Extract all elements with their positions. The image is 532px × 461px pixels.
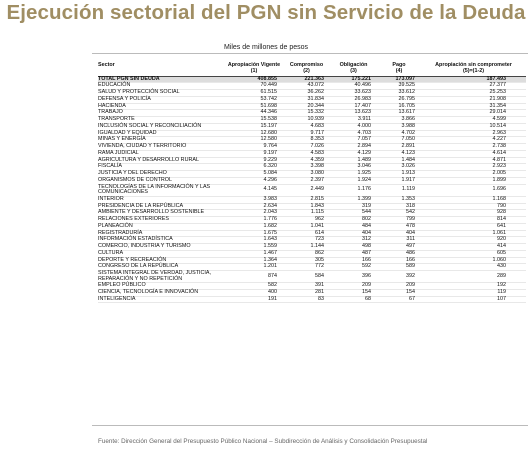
cell-value: 605 <box>421 250 526 257</box>
cell-value: 2.449 <box>283 184 330 196</box>
cell-value: 2.894 <box>330 144 377 151</box>
cell-value: 928 <box>421 210 526 217</box>
cell-value: 1.119 <box>377 184 421 196</box>
cell-value: 1.168 <box>421 196 526 203</box>
cell-value: 430 <box>421 264 526 271</box>
cell-value: 53.742 <box>225 96 283 103</box>
cell-value: 1.467 <box>225 250 283 257</box>
cell-value: 1.924 <box>330 177 377 184</box>
cell-value: 920 <box>421 237 526 244</box>
top-divider <box>92 53 528 54</box>
table-row <box>98 289 526 296</box>
cell-value: 799 <box>377 217 421 224</box>
header-apropiacion: Apropiación Vigente (1) <box>225 62 283 76</box>
cell-sector: INTELIGENCIA <box>98 296 225 303</box>
cell-value: 3.026 <box>377 164 421 171</box>
cell-value: 39.525 <box>377 83 421 90</box>
cell-value: 318 <box>377 203 421 210</box>
execution-table <box>98 62 526 303</box>
cell-value: 3.046 <box>330 164 377 171</box>
cell-value: 392 <box>377 271 421 283</box>
cell-value: 1.682 <box>225 223 283 230</box>
cell-value: 4.227 <box>421 137 526 144</box>
cell-value: 21.908 <box>421 96 526 103</box>
table-row <box>98 296 526 303</box>
cell-sector: TRABAJO <box>98 110 225 117</box>
cell-value: 16.705 <box>377 103 421 110</box>
cell-value: 4.123 <box>377 150 421 157</box>
cell-value: 209 <box>377 283 421 290</box>
cell-value: 4.614 <box>421 150 526 157</box>
cell-sector: SALUD Y PROTECCIÓN SOCIAL <box>98 90 225 97</box>
cell-value: 119 <box>421 289 526 296</box>
cell-value: 2.043 <box>225 210 283 217</box>
cell-sector: REGISTRADURÍA <box>98 230 225 237</box>
cell-value: 40.496 <box>330 83 377 90</box>
cell-sector: AGRICULTURA Y DESARROLLO RURAL <box>98 157 225 164</box>
cell-value: 1.559 <box>225 244 283 251</box>
cell-value: 874 <box>225 271 283 283</box>
cell-value: 1.696 <box>421 184 526 196</box>
cell-value: 15.197 <box>225 123 283 130</box>
cell-value: 408.855 <box>225 76 283 83</box>
table-row <box>98 271 526 283</box>
cell-value: 43.072 <box>283 83 330 90</box>
cell-value: 33.623 <box>330 90 377 97</box>
cell-value: 641 <box>421 223 526 230</box>
cell-value: 4.129 <box>330 150 377 157</box>
cell-value: 2.815 <box>283 196 330 203</box>
cell-value: 61.515 <box>225 90 283 97</box>
cell-value: 1.364 <box>225 257 283 264</box>
cell-value: 281 <box>283 289 330 296</box>
cell-value: 4.583 <box>283 150 330 157</box>
cell-value: 33.612 <box>377 90 421 97</box>
cell-value: 9.764 <box>225 144 283 151</box>
cell-value: 67 <box>377 296 421 303</box>
cell-value: 3.983 <box>225 196 283 203</box>
cell-sector: CONGRESO DE LA REPÚBLICA <box>98 264 225 271</box>
cell-sector: HACIENDA <box>98 103 225 110</box>
cell-value: 400 <box>225 289 283 296</box>
cell-value: 26.983 <box>330 96 377 103</box>
cell-value: 1.353 <box>377 196 421 203</box>
cell-value: 487 <box>330 250 377 257</box>
cell-value: 4.703 <box>330 130 377 137</box>
header-pago: Pago (4) <box>377 62 421 76</box>
cell-value: 404 <box>330 230 377 237</box>
cell-value: 962 <box>283 217 330 224</box>
cell-value: 154 <box>330 289 377 296</box>
header-sin-comprometer: Apropiación sin comprometer (5)=(1-2) <box>421 62 526 76</box>
cell-value: 173.097 <box>377 76 421 83</box>
cell-sector: PLANEACIÓN <box>98 223 225 230</box>
cell-value: 26.795 <box>377 96 421 103</box>
units-subtitle: Miles de millones de pesos <box>223 44 309 51</box>
cell-value: 83 <box>283 296 330 303</box>
cell-value: 723 <box>283 237 330 244</box>
cell-value: 13.617 <box>377 110 421 117</box>
cell-sector: COMERCIO, INDUSTRIA Y TURISMO <box>98 244 225 251</box>
cell-value: 1.115 <box>283 210 330 217</box>
cell-sector: JUSTICIA Y DEL DERECHO <box>98 171 225 178</box>
cell-value: 12.580 <box>225 137 283 144</box>
cell-value: 1.489 <box>330 157 377 164</box>
cell-value: 478 <box>377 223 421 230</box>
cell-value: 2.005 <box>421 171 526 178</box>
cell-value: 542 <box>377 210 421 217</box>
cell-value: 7.057 <box>330 137 377 144</box>
table-header-row <box>98 62 526 76</box>
cell-value: 29.014 <box>421 110 526 117</box>
cell-value: 484 <box>330 223 377 230</box>
cell-value: 175.221 <box>330 76 377 83</box>
cell-value: 1.041 <box>283 223 330 230</box>
cell-value: 1.643 <box>225 237 283 244</box>
cell-value: 1.776 <box>225 217 283 224</box>
cell-value: 25.253 <box>421 90 526 97</box>
cell-sector: DEPORTE Y RECREACIÓN <box>98 257 225 264</box>
cell-value: 31.354 <box>421 103 526 110</box>
cell-value: 13.623 <box>330 110 377 117</box>
cell-value: 1.913 <box>377 171 421 178</box>
cell-value: 2.738 <box>421 144 526 151</box>
cell-value: 3.911 <box>330 117 377 124</box>
cell-value: 584 <box>283 271 330 283</box>
cell-value: 1.060 <box>421 257 526 264</box>
cell-value: 4.145 <box>225 184 283 196</box>
cell-value: 2.634 <box>225 203 283 210</box>
cell-sector: VIVIENDA, CIUDAD Y TERRITORIO <box>98 144 225 151</box>
cell-value: 36.262 <box>283 90 330 97</box>
cell-value: 4.296 <box>225 177 283 184</box>
cell-value: 154 <box>377 289 421 296</box>
cell-value: 27.377 <box>421 83 526 90</box>
cell-value: 1.484 <box>377 157 421 164</box>
cell-value: 1.917 <box>377 177 421 184</box>
cell-value: 1.201 <box>225 264 283 271</box>
cell-value: 166 <box>377 257 421 264</box>
cell-value: 4.359 <box>283 157 330 164</box>
cell-sector: EDUCACIÓN <box>98 83 225 90</box>
cell-value: 2.923 <box>421 164 526 171</box>
cell-value: 312 <box>330 237 377 244</box>
cell-value: 582 <box>225 283 283 290</box>
cell-value: 3.398 <box>283 164 330 171</box>
cell-value: 9.197 <box>225 150 283 157</box>
cell-sector: EMPLEO PÚBLICO <box>98 283 225 290</box>
cell-value: 1.399 <box>330 196 377 203</box>
header-obligacion: Obligación (3) <box>330 62 377 76</box>
cell-value: 414 <box>421 244 526 251</box>
cell-value: 311 <box>377 237 421 244</box>
table-row <box>98 184 526 196</box>
cell-value: 8.353 <box>283 137 330 144</box>
cell-value: 70.449 <box>225 83 283 90</box>
cell-value: 68 <box>330 296 377 303</box>
header-compromiso: Compromiso (2) <box>283 62 330 76</box>
cell-value: 1.899 <box>421 177 526 184</box>
cell-value: 4.702 <box>377 130 421 137</box>
table-body <box>98 76 526 303</box>
cell-value: 1.176 <box>330 184 377 196</box>
table-row <box>98 223 526 230</box>
cell-sector: FISCALÍA <box>98 164 225 171</box>
cell-value: 497 <box>377 244 421 251</box>
cell-value: 1.925 <box>330 171 377 178</box>
cell-sector: TECNOLOGÍAS DE LA INFORMACIÓN Y LAS COMUNICACIONES <box>98 184 225 196</box>
cell-value: 2.397 <box>283 177 330 184</box>
bottom-divider <box>92 425 528 426</box>
cell-value: 17.407 <box>330 103 377 110</box>
cell-value: 1.843 <box>283 203 330 210</box>
cell-value: 592 <box>330 264 377 271</box>
cell-value: 44.346 <box>225 110 283 117</box>
cell-sector: RAMA JUDICIAL <box>98 150 225 157</box>
page-title: Ejecución sectorial del PGN sin Servicio de la Deuda <box>6 1 526 24</box>
cell-sector: DEFENSA Y POLICÍA <box>98 96 225 103</box>
cell-value: 589 <box>377 264 421 271</box>
cell-sector: CULTURA <box>98 250 225 257</box>
cell-value: 289 <box>421 271 526 283</box>
cell-value: 209 <box>330 283 377 290</box>
cell-value: 1.144 <box>283 244 330 251</box>
cell-value: 3.988 <box>377 123 421 130</box>
cell-value: 15.332 <box>283 110 330 117</box>
cell-value: 187.493 <box>421 76 526 83</box>
cell-sector: RELACIONES EXTERIORES <box>98 217 225 224</box>
cell-value: 31.834 <box>283 96 330 103</box>
cell-sector: PRESIDENCIA DE LA REPÚBLICA <box>98 203 225 210</box>
cell-value: 191 <box>225 296 283 303</box>
cell-value: 192 <box>421 283 526 290</box>
cell-value: 20.344 <box>283 103 330 110</box>
cell-sector: CIENCIA, TECNOLOGÍA E INNOVACIÓN <box>98 289 225 296</box>
cell-sector: INTERIOR <box>98 196 225 203</box>
cell-value: 4.000 <box>330 123 377 130</box>
cell-value: 1.061 <box>421 230 526 237</box>
cell-value: 319 <box>330 203 377 210</box>
cell-value: 9.229 <box>225 157 283 164</box>
cell-value: 614 <box>283 230 330 237</box>
cell-value: 9.717 <box>283 130 330 137</box>
cell-value: 221.363 <box>283 76 330 83</box>
cell-value: 802 <box>330 217 377 224</box>
cell-sector: ORGANISMOS DE CONTROL <box>98 177 225 184</box>
source-note: Fuente: Dirección General del Presupuesto Público Nacional – Subdirección de Análisis y Consolidación Presupuestal <box>98 438 428 445</box>
cell-value: 5.084 <box>225 171 283 178</box>
cell-value: 305 <box>283 257 330 264</box>
cell-value: 10.514 <box>421 123 526 130</box>
cell-value: 51.698 <box>225 103 283 110</box>
cell-value: 166 <box>330 257 377 264</box>
cell-value: 772 <box>283 264 330 271</box>
cell-value: 391 <box>283 283 330 290</box>
cell-sector: TRANSPORTE <box>98 117 225 124</box>
cell-value: 404 <box>377 230 421 237</box>
cell-value: 790 <box>421 203 526 210</box>
cell-value: 862 <box>283 250 330 257</box>
cell-value: 3.080 <box>283 171 330 178</box>
header-sector: Sector <box>98 62 225 76</box>
cell-value: 12.680 <box>225 130 283 137</box>
cell-value: 2.891 <box>377 144 421 151</box>
cell-sector: IGUALDAD Y EQUIDAD <box>98 130 225 137</box>
cell-sector: INFORMACIÓN ESTADÍSTICA <box>98 237 225 244</box>
cell-value: 4.683 <box>283 123 330 130</box>
cell-sector: INCLUSIÓN SOCIAL Y RECONCILIACIÓN <box>98 123 225 130</box>
cell-value: 4.871 <box>421 157 526 164</box>
cell-value: 544 <box>330 210 377 217</box>
cell-value: 107 <box>421 296 526 303</box>
cell-value: 4.599 <box>421 117 526 124</box>
cell-value: 6.320 <box>225 164 283 171</box>
cell-value: 396 <box>330 271 377 283</box>
cell-sector: SISTEMA INTEGRAL DE VERDAD, JUSTICIA, REPARACIÓN Y NO REPETICIÓN <box>98 271 225 283</box>
table-row <box>98 244 526 251</box>
cell-sector: AMBIENTE Y DESARROLLO SOSTENIBLE <box>98 210 225 217</box>
cell-value: 498 <box>330 244 377 251</box>
cell-value: 10.939 <box>283 117 330 124</box>
cell-sector: MINAS Y ENERGÍA <box>98 137 225 144</box>
cell-value: 814 <box>421 217 526 224</box>
cell-value: 15.538 <box>225 117 283 124</box>
cell-value: 2.963 <box>421 130 526 137</box>
cell-value: 7.026 <box>283 144 330 151</box>
cell-value: 1.675 <box>225 230 283 237</box>
cell-value: 486 <box>377 250 421 257</box>
cell-value: 3.866 <box>377 117 421 124</box>
cell-value: 7.050 <box>377 137 421 144</box>
cell-sector: TOTAL PGN SIN DEUDA <box>98 76 225 83</box>
